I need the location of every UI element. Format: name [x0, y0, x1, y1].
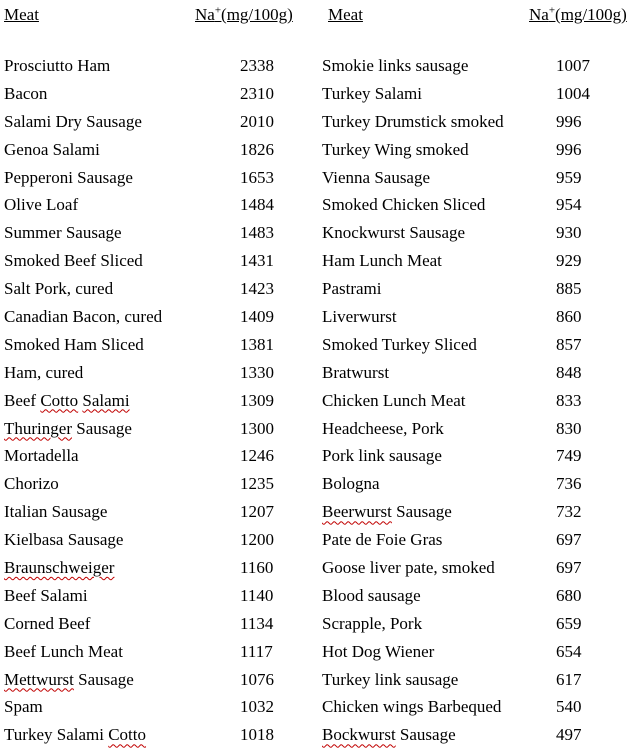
meat-name-right: Pastrami	[322, 279, 382, 299]
meat-name-right: Turkey Salami	[322, 83, 422, 103]
table-row	[0, 249, 642, 277]
meat-name-right: Goose liver pate, smoked	[322, 558, 495, 578]
header-left-sodium-unit: (mg/100g)	[221, 5, 293, 24]
meat-name-left: Kielbasa Sausage	[4, 530, 124, 550]
sodium-value-left: 1300	[240, 418, 274, 438]
table-row	[0, 417, 642, 445]
sodium-value-left: 1826	[240, 139, 274, 159]
header-left-meat: Meat	[4, 5, 39, 24]
meat-name-left: Corned Beef	[4, 613, 91, 633]
table-row	[0, 138, 642, 166]
meat-name-left: Turkey Salami Cotto	[4, 725, 147, 745]
table-row	[0, 333, 642, 361]
meat-name-right: Scrapple, Pork	[322, 613, 423, 633]
sodium-value-right: 697	[556, 530, 582, 550]
table-row	[0, 556, 642, 584]
meat-name-right: Ham Lunch Meat	[322, 251, 442, 271]
meat-name-left: Pepperoni Sausage	[4, 167, 133, 187]
meat-name-left: Italian Sausage	[4, 502, 108, 522]
sodium-value-left: 1246	[240, 446, 274, 466]
header-left-sodium	[195, 5, 293, 25]
meat-name-right: Turkey Drumstick smoked	[322, 111, 504, 131]
meat-name-right: Bockwurst Sausage	[322, 725, 456, 745]
table-row	[0, 528, 642, 556]
sodium-value-left: 1483	[240, 223, 274, 243]
header-right-sodium-symbol: Na	[529, 5, 549, 24]
table-row	[0, 444, 642, 472]
sodium-value-left: 1235	[240, 474, 274, 494]
sodium-value-right: 930	[556, 223, 582, 243]
sodium-table	[0, 54, 642, 751]
sodium-value-left: 2338	[240, 56, 274, 75]
table-row	[0, 82, 642, 110]
header-left-sodium-charge: +	[214, 4, 222, 17]
meat-name-right: Headcheese, Pork	[322, 418, 444, 438]
table-row	[0, 389, 642, 417]
meat-name-left: Mettwurst Sausage	[4, 669, 134, 689]
sodium-value-right: 885	[556, 279, 582, 299]
meat-name-left: Beef Lunch Meat	[4, 641, 123, 661]
meat-name-left: Genoa Salami	[4, 139, 100, 159]
sodium-value-left: 1140	[240, 585, 274, 605]
table-row	[0, 305, 642, 333]
meat-name-left: Ham, cured	[4, 362, 84, 382]
table-row	[0, 277, 642, 305]
meat-name-left: Spam	[4, 697, 43, 717]
table-row	[0, 612, 642, 640]
table-row	[0, 695, 642, 723]
meat-name-right: Smokie links sausage	[322, 56, 469, 75]
table-row	[0, 221, 642, 249]
sodium-value-right: 954	[556, 195, 582, 215]
meat-name-right: Pate de Foie Gras	[322, 530, 443, 550]
meat-name-left: Salami Dry Sausage	[4, 111, 142, 131]
header-right-sodium-charge: +	[548, 4, 556, 17]
sodium-value-right: 736	[556, 474, 582, 494]
table-row	[0, 584, 642, 612]
meat-name-left: Prosciutto Ham	[4, 56, 111, 75]
table-row	[0, 668, 642, 696]
sodium-value-right: 959	[556, 167, 582, 187]
sodium-value-right: 540	[556, 697, 582, 717]
meat-name-left: Beef Cotto Salami	[4, 390, 130, 410]
header-right-sodium-unit: (mg/100g)	[555, 5, 627, 24]
sodium-value-right: 860	[556, 307, 582, 327]
sodium-value-right: 996	[556, 111, 582, 131]
meat-name-right: Smoked Chicken Sliced	[322, 195, 486, 215]
sodium-value-right: 617	[556, 669, 582, 689]
sodium-value-right: 830	[556, 418, 582, 438]
sodium-value-left: 1381	[240, 334, 274, 354]
sodium-value-right: 749	[556, 446, 582, 466]
sodium-value-right: 1007	[556, 56, 590, 75]
meat-name-right: Pork link sausage	[322, 446, 442, 466]
sodium-value-left: 1409	[240, 307, 274, 327]
sodium-value-right: 848	[556, 362, 582, 382]
meat-name-left: Smoked Ham Sliced	[4, 334, 144, 354]
sodium-value-right: 659	[556, 613, 582, 633]
meat-name-left: Salt Pork, cured	[4, 279, 114, 299]
meat-name-right: Smoked Turkey Sliced	[322, 334, 477, 354]
sodium-value-left: 2310	[240, 83, 274, 103]
table-row	[0, 723, 642, 751]
sodium-value-right: 929	[556, 251, 582, 271]
meat-name-left: Olive Loaf	[4, 195, 79, 215]
sodium-value-right: 1004	[556, 83, 590, 103]
meat-name-left: Canadian Bacon, cured	[4, 307, 163, 327]
sodium-value-right: 697	[556, 558, 582, 578]
sodium-value-left: 1330	[240, 362, 274, 382]
table-row	[0, 166, 642, 194]
meat-name-right: Turkey link sausage	[322, 669, 459, 689]
meat-name-right: Beerwurst Sausage	[322, 502, 452, 522]
meat-name-right: Liverwurst	[322, 307, 397, 327]
sodium-value-right: 833	[556, 390, 582, 410]
sodium-value-left: 1134	[240, 613, 274, 633]
table-row	[0, 110, 642, 138]
meat-name-right: Bologna	[322, 474, 380, 494]
sodium-value-right: 732	[556, 502, 582, 522]
table-row	[0, 193, 642, 221]
table-row	[0, 472, 642, 500]
sodium-value-left: 2010	[240, 111, 274, 131]
meat-name-right: Bratwurst	[322, 362, 390, 382]
sodium-value-left: 1431	[240, 251, 274, 271]
header-right-meat: Meat	[328, 5, 363, 24]
header-right-sodium	[529, 5, 627, 25]
sodium-value-left: 1484	[240, 195, 274, 215]
meat-name-right: Hot Dog Wiener	[322, 641, 435, 661]
sodium-value-left: 1117	[240, 641, 273, 661]
meat-name-left: Beef Salami	[4, 585, 88, 605]
sodium-value-right: 654	[556, 641, 582, 661]
meat-name-right: Knockwurst Sausage	[322, 223, 466, 243]
sodium-value-right: 857	[556, 334, 582, 354]
sodium-value-right: 680	[556, 585, 582, 605]
sodium-value-left: 1200	[240, 530, 274, 550]
sodium-value-left: 1018	[240, 725, 274, 745]
table-row	[0, 500, 642, 528]
meat-name-left: Bacon	[4, 83, 48, 103]
sodium-value-left: 1309	[240, 390, 274, 410]
meat-name-left: Thuringer Sausage	[4, 418, 132, 438]
sodium-value-left: 1207	[240, 502, 274, 522]
meat-name-left: Chorizo	[4, 474, 59, 494]
sodium-value-left: 1160	[240, 558, 274, 578]
header-left-sodium-symbol: Na	[195, 5, 215, 24]
table-row	[0, 640, 642, 668]
sodium-value-right: 996	[556, 139, 582, 159]
meat-name-right: Chicken wings Barbequed	[322, 697, 502, 717]
meat-name-left: Summer Sausage	[4, 223, 122, 243]
table-row	[0, 54, 642, 82]
meat-name-right: Chicken Lunch Meat	[322, 390, 466, 410]
meat-name-right: Vienna Sausage	[322, 167, 431, 187]
meat-name-right: Turkey Wing smoked	[322, 139, 469, 159]
meat-name-right: Blood sausage	[322, 585, 421, 605]
sodium-value-left: 1653	[240, 167, 274, 187]
sodium-value-left: 1076	[240, 669, 274, 689]
meat-name-left: Smoked Beef Sliced	[4, 251, 143, 271]
meat-name-left: Mortadella	[4, 446, 79, 466]
sodium-value-left: 1032	[240, 697, 274, 717]
sodium-value-right: 497	[556, 725, 582, 745]
meat-name-left: Braunschweiger	[4, 558, 115, 578]
table-row	[0, 361, 642, 389]
sodium-value-left: 1423	[240, 279, 274, 299]
